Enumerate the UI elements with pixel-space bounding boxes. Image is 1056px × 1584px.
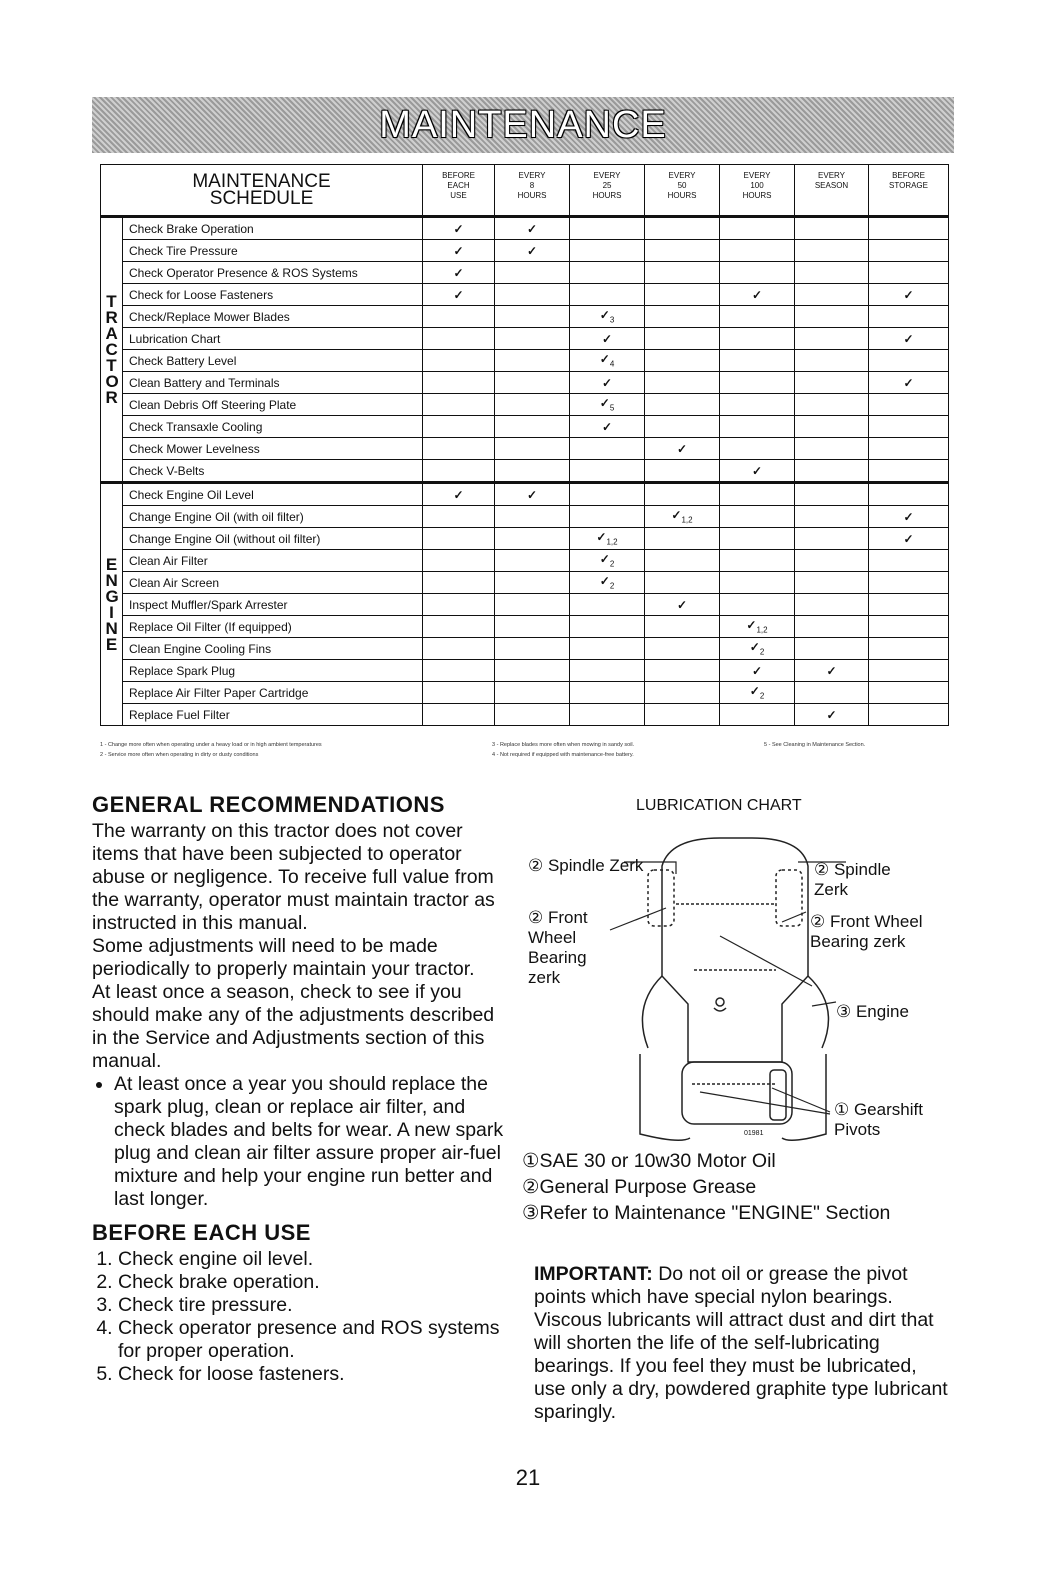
footnote: 3 - Replace blades more often when mowing in sandy soil.	[492, 742, 635, 748]
schedule-cell	[795, 328, 869, 350]
schedule-cell	[795, 284, 869, 306]
schedule-cell: $✓_4$	[570, 350, 645, 372]
spindle-zerk-left-label: ② Spindle Zerk	[528, 856, 644, 875]
schedule-cell	[720, 528, 795, 550]
schedule-cell	[795, 594, 869, 616]
task-label: Replace Oil Filter (If equipped)	[123, 616, 423, 638]
task-label: Replace Air Filter Paper Cartridge	[123, 682, 423, 704]
column-header-line: EVERY	[593, 171, 621, 180]
table-row	[101, 660, 949, 682]
task-label: Check Transaxle Cooling	[123, 416, 423, 438]
footnote-ref: 4	[609, 359, 615, 369]
schedule-cell	[869, 394, 949, 416]
schedule-title-line1: MAINTENANCE	[192, 171, 331, 192]
schedule-cell	[645, 483, 720, 506]
list-item: 5. Check for loose fasteners.	[118, 1363, 508, 1386]
banner-title: MAINTENANCE	[379, 103, 667, 146]
schedule-cell	[570, 594, 645, 616]
legend-item: ②General Purpose Grease	[522, 1176, 757, 1198]
schedule-cell: ✓	[869, 372, 949, 394]
spindle-zerk-right-label: ② Spindle Zerk	[814, 860, 891, 899]
task-label: Check Operator Presence & ROS Systems	[123, 262, 423, 284]
schedule-cell	[495, 416, 570, 438]
schedule-cell	[423, 550, 495, 572]
schedule-cell	[495, 262, 570, 284]
schedule-cell: ✓	[869, 284, 949, 306]
task-label: Replace Fuel Filter	[123, 704, 423, 726]
column-header-line: EVERY	[518, 171, 546, 180]
footnote: 2 - Service more often when operating in dirty or dusty conditions	[100, 752, 259, 758]
column-header-line: HOURS	[667, 191, 697, 200]
general-bullets	[92, 1073, 508, 1211]
table-row	[101, 394, 949, 416]
schedule-cell	[795, 460, 869, 483]
schedule-cell: ✓	[720, 460, 795, 483]
maintenance-banner	[92, 97, 954, 153]
column-header-line: 50	[677, 181, 687, 190]
schedule-cell: ✓	[570, 328, 645, 350]
column-header-line: EVERY	[668, 171, 696, 180]
schedule-cell	[720, 572, 795, 594]
schedule-cell: ✓	[570, 372, 645, 394]
table-row	[101, 460, 949, 483]
maintenance-schedule-table	[100, 164, 949, 726]
schedule-cell	[645, 284, 720, 306]
schedule-cell	[869, 350, 949, 372]
schedule-cell	[720, 217, 795, 240]
table-row	[101, 506, 949, 528]
column-header-line: 8	[529, 181, 535, 190]
task-label: Check for Loose Fasteners	[123, 284, 423, 306]
schedule-cell	[869, 638, 949, 660]
schedule-cell	[570, 506, 645, 528]
schedule-cell	[720, 372, 795, 394]
schedule-cell: ✓	[423, 284, 495, 306]
schedule-cell	[423, 438, 495, 460]
task-label: Lubrication Chart	[123, 328, 423, 350]
schedule-title	[101, 165, 423, 217]
schedule-cell	[869, 682, 949, 704]
schedule-cell	[423, 328, 495, 350]
table-row	[101, 284, 949, 306]
footnote: 4 - Not required if equipped with maintenance-free battery.	[492, 752, 634, 758]
schedule-cell: ✓	[423, 483, 495, 506]
schedule-cell	[495, 460, 570, 483]
schedule-cell	[495, 350, 570, 372]
schedule-cell	[720, 394, 795, 416]
schedule-cell	[423, 704, 495, 726]
schedule-cell	[495, 372, 570, 394]
schedule-title-line2: SCHEDULE	[209, 188, 314, 209]
task-label: Check Engine Oil Level	[123, 483, 423, 506]
schedule-cell	[645, 572, 720, 594]
footnote-ref: 2	[609, 581, 615, 591]
schedule-cell	[570, 284, 645, 306]
task-label: Check/Replace Mower Blades	[123, 306, 423, 328]
schedule-cell	[869, 306, 949, 328]
important-note	[534, 1263, 952, 1424]
schedule-cell	[795, 616, 869, 638]
schedule-cell	[645, 306, 720, 328]
schedule-cell	[720, 328, 795, 350]
task-label: Change Engine Oil (without oil filter)	[123, 528, 423, 550]
general-paragraph: The warranty on this tractor does not cover items that have been subjected to operator abuse or negligence. To receive full value from the warranty, operator must maintain tractor as instructed in this manual.	[92, 820, 495, 934]
schedule-cell: $✓_5$	[570, 394, 645, 416]
schedule-cell	[795, 350, 869, 372]
engine-label: ③ Engine	[836, 1002, 909, 1021]
schedule-cell: $✓_2$	[570, 550, 645, 572]
schedule-cell	[495, 438, 570, 460]
task-label: Clean Air Filter	[123, 550, 423, 572]
schedule-cell: ✓	[570, 416, 645, 438]
schedule-cell	[495, 550, 570, 572]
schedule-cell	[570, 704, 645, 726]
schedule-cell	[720, 240, 795, 262]
schedule-cell	[869, 572, 949, 594]
schedule-cell: $✓_{1,2}$	[645, 506, 720, 528]
schedule-cell: $✓_3$	[570, 306, 645, 328]
schedule-cell	[869, 594, 949, 616]
column-header-line: HOURS	[517, 191, 547, 200]
schedule-cell: ✓	[645, 594, 720, 616]
schedule-cell	[645, 328, 720, 350]
schedule-cell	[570, 682, 645, 704]
before-each-use-heading: BEFORE EACH USE	[92, 1220, 311, 1245]
schedule-cell	[570, 660, 645, 682]
section-label-engine	[101, 483, 123, 726]
general-recommendations	[92, 793, 508, 1386]
schedule-cell: ✓	[495, 217, 570, 240]
column-header-line: 100	[750, 181, 764, 190]
schedule-cell	[423, 616, 495, 638]
task-label: Check Battery Level	[123, 350, 423, 372]
schedule-cell	[645, 616, 720, 638]
schedule-cell	[495, 284, 570, 306]
schedule-cell: $✓_2$	[570, 572, 645, 594]
table-row	[101, 638, 949, 660]
schedule-cell	[869, 416, 949, 438]
schedule-cell	[495, 704, 570, 726]
task-label: Check Brake Operation	[123, 217, 423, 240]
schedule-cell	[570, 638, 645, 660]
column-header-line: STORAGE	[889, 181, 928, 190]
table-row	[101, 438, 949, 460]
schedule-cell	[423, 572, 495, 594]
schedule-column-header	[795, 165, 869, 217]
table-row	[101, 328, 949, 350]
schedule-cell	[645, 240, 720, 262]
list-item: 1. Check engine oil level.	[118, 1248, 508, 1271]
column-header-line: HOURS	[742, 191, 772, 200]
schedule-cell: $✓_{1,2}$	[570, 528, 645, 550]
column-header-line: USE	[450, 191, 467, 200]
schedule-cell	[495, 682, 570, 704]
schedule-cell	[720, 704, 795, 726]
schedule-cell	[795, 306, 869, 328]
schedule-cell: ✓	[720, 284, 795, 306]
schedule-cell	[495, 594, 570, 616]
table-row	[101, 616, 949, 638]
schedule-cell	[795, 217, 869, 240]
schedule-cell	[869, 460, 949, 483]
table-row	[101, 416, 949, 438]
schedule-cell	[869, 660, 949, 682]
schedule-cell	[795, 372, 869, 394]
section-label-text: TRACTOR	[105, 291, 119, 407]
task-label: Clean Debris Off Steering Plate	[123, 394, 423, 416]
table-row	[101, 550, 949, 572]
schedule-cell	[795, 438, 869, 460]
table-row	[101, 217, 949, 240]
list-item: 2. Check brake operation.	[118, 1271, 508, 1294]
column-header-line: EVERY	[743, 171, 771, 180]
schedule-cell	[795, 394, 869, 416]
table-row	[101, 483, 949, 506]
table-row	[101, 262, 949, 284]
table-row	[101, 240, 949, 262]
schedule-cell	[423, 594, 495, 616]
schedule-cell	[869, 262, 949, 284]
schedule-cell	[645, 372, 720, 394]
schedule-cell: ✓	[495, 240, 570, 262]
footnote-ref: 5	[609, 403, 615, 413]
footnote-ref: 3	[609, 315, 615, 325]
schedule-cell	[795, 682, 869, 704]
important-label: IMPORTANT:	[534, 1263, 653, 1285]
schedule-cell	[720, 506, 795, 528]
schedule-cell: ✓	[495, 483, 570, 506]
schedule-cell: ✓	[423, 217, 495, 240]
schedule-column-header	[495, 165, 570, 217]
footnote-ref: 1,2	[681, 515, 693, 525]
schedule-cell	[423, 638, 495, 660]
schedule-column-header	[720, 165, 795, 217]
schedule-cell	[795, 572, 869, 594]
schedule-cell	[645, 704, 720, 726]
schedule-cell	[423, 372, 495, 394]
schedule-cell	[495, 638, 570, 660]
before-each-use-list	[92, 1248, 508, 1386]
schedule-cell	[720, 550, 795, 572]
schedule-cell: $✓_2$	[720, 682, 795, 704]
general-bullet: • At least once a year you should replace the spark plug, clean or replace air filter, and check blades and belts for wear. A new spark plug and clean air filter assure proper air-fuel mixture and help your engine run better and last longer.	[114, 1073, 508, 1211]
schedule-cell	[645, 460, 720, 483]
schedule-cell: ✓	[423, 240, 495, 262]
schedule-cell	[495, 328, 570, 350]
schedule-cell	[423, 660, 495, 682]
table-row	[101, 572, 949, 594]
schedule-cell	[795, 262, 869, 284]
table-row	[101, 682, 949, 704]
section-label-tractor	[101, 217, 123, 483]
schedule-cell	[795, 550, 869, 572]
task-label: Check Mower Levelness	[123, 438, 423, 460]
schedule-cell	[795, 416, 869, 438]
schedule-cell	[720, 262, 795, 284]
schedule-cell	[423, 350, 495, 372]
task-label: Clean Engine Cooling Fins	[123, 638, 423, 660]
column-header-line: BEFORE	[892, 171, 925, 180]
schedule-cell: ✓	[869, 506, 949, 528]
footnote: 5 - See Cleaning in Maintenance Section.	[764, 742, 866, 748]
schedule-cell	[570, 262, 645, 284]
schedule-cell	[570, 483, 645, 506]
footnote-ref: 2	[759, 647, 765, 657]
table-row	[101, 350, 949, 372]
lubrication-legend	[522, 1148, 890, 1226]
front-wheel-bearing-left-label: ② Front Wheel Bearing zerk	[528, 908, 588, 987]
schedule-cell	[720, 350, 795, 372]
schedule-cell	[795, 506, 869, 528]
schedule-cell	[645, 416, 720, 438]
task-label: Clean Battery and Terminals	[123, 372, 423, 394]
schedule-cell	[495, 306, 570, 328]
schedule-cell	[570, 460, 645, 483]
schedule-cell: $✓_{1,2}$	[720, 616, 795, 638]
general-paragraph: Some adjustments will need to be made periodically to properly maintain your tractor.	[92, 935, 475, 980]
footnote-ref: 1,2	[756, 625, 768, 635]
schedule-cell	[570, 616, 645, 638]
schedule-header-row	[101, 165, 949, 217]
schedule-cell	[720, 416, 795, 438]
schedule-cell	[423, 682, 495, 704]
footnote-ref: 2	[609, 559, 615, 569]
schedule-cell: ✓	[869, 528, 949, 550]
column-header-line: EVERY	[818, 171, 845, 180]
task-label: Check V-Belts	[123, 460, 423, 483]
list-item: 4. Check operator presence and ROS systems for proper operation.	[118, 1317, 508, 1363]
schedule-cell	[720, 483, 795, 506]
schedule-cell	[645, 660, 720, 682]
column-header-line: BEFORE	[442, 171, 475, 180]
schedule-cell	[423, 306, 495, 328]
schedule-cell	[423, 506, 495, 528]
schedule-cell	[645, 682, 720, 704]
footnote-ref: 2	[759, 691, 765, 701]
schedule-cell	[645, 394, 720, 416]
schedule-column-header	[570, 165, 645, 217]
table-row	[101, 372, 949, 394]
figure-code: 01981	[744, 1130, 764, 1137]
schedule-cell	[645, 262, 720, 284]
schedule-cell	[869, 483, 949, 506]
schedule-cell	[645, 350, 720, 372]
table-row	[101, 594, 949, 616]
schedule-cell	[495, 506, 570, 528]
section-label-text: ENGINE	[105, 554, 119, 654]
gearshift-pivots-label: ① Gearshift Pivots	[834, 1100, 923, 1139]
schedule-cell: ✓	[720, 660, 795, 682]
schedule-cell	[795, 483, 869, 506]
schedule-cell	[645, 638, 720, 660]
schedule-column-header	[423, 165, 495, 217]
schedule-cell: ✓	[423, 262, 495, 284]
schedule-cell	[570, 240, 645, 262]
schedule-cell	[869, 438, 949, 460]
page-number: 21	[515, 1465, 541, 1490]
lubrication-diagram	[520, 826, 960, 1156]
footnote-ref: 1,2	[606, 537, 618, 547]
schedule-cell	[495, 528, 570, 550]
schedule-cell	[869, 704, 949, 726]
schedule-cell: $✓_2$	[720, 638, 795, 660]
schedule-cell	[645, 550, 720, 572]
schedule-cell	[423, 460, 495, 483]
schedule-cell: ✓	[869, 328, 949, 350]
schedule-cell	[720, 306, 795, 328]
column-header-line: SEASON	[814, 181, 849, 190]
important-text: Do not oil or grease the pivot points which have special nylon bearings. Viscous lubricants will attract dust and dirt that will shorten the life of the self-lubricating bearings. If you feel they must be lubricated, use only a dry, powdered graphite type lubricant sparingly.	[534, 1263, 948, 1423]
schedule-column-header	[645, 165, 720, 217]
schedule-cell	[423, 394, 495, 416]
schedule-cell	[423, 528, 495, 550]
schedule-cell	[720, 594, 795, 616]
schedule-cell: ✓	[645, 438, 720, 460]
general-paragraph: At least once a season, check to see if you should make any of the adjustments described in the Service and Adjustments section of this manual.	[92, 981, 495, 1072]
task-label: Change Engine Oil (with oil filter)	[123, 506, 423, 528]
schedule-cell	[869, 616, 949, 638]
column-header-line: EACH	[447, 181, 470, 190]
table-row	[101, 704, 949, 726]
schedule-cell	[795, 528, 869, 550]
schedule-cell: ✓	[795, 704, 869, 726]
schedule-cell	[495, 616, 570, 638]
list-item: 3. Check tire pressure.	[118, 1294, 508, 1317]
schedule-cell	[795, 638, 869, 660]
schedule-cell	[869, 550, 949, 572]
schedule-cell	[495, 572, 570, 594]
schedule-cell	[720, 438, 795, 460]
schedule-cell	[495, 394, 570, 416]
schedule-cell	[645, 217, 720, 240]
schedule-cell	[570, 438, 645, 460]
table-row	[101, 306, 949, 328]
schedule-cell	[869, 240, 949, 262]
front-wheel-bearing-right-label: ② Front Wheel Bearing zerk	[810, 912, 923, 951]
schedule-cell: ✓	[795, 660, 869, 682]
schedule-column-header	[869, 165, 949, 217]
lubrication-chart-title: LUBRICATION CHART	[636, 797, 802, 814]
schedule-cell	[645, 528, 720, 550]
column-header-line: HOURS	[592, 191, 622, 200]
table-row	[101, 528, 949, 550]
task-label: Check Tire Pressure	[123, 240, 423, 262]
task-label: Inspect Muffler/Spark Arrester	[123, 594, 423, 616]
general-heading: GENERAL RECOMMENDATIONS	[92, 792, 445, 817]
task-label: Replace Spark Plug	[123, 660, 423, 682]
task-label: Clean Air Screen	[123, 572, 423, 594]
schedule-cell	[423, 416, 495, 438]
schedule-cell	[795, 240, 869, 262]
schedule-cell	[869, 217, 949, 240]
schedule-cell	[495, 660, 570, 682]
schedule-cell	[570, 217, 645, 240]
column-header-line: 25	[602, 181, 612, 190]
footnote: 1 - Change more often when operating under a heavy load or in high ambient temperatures	[100, 742, 322, 748]
legend-item: ③Refer to Maintenance "ENGINE" Section	[522, 1202, 891, 1224]
legend-item: ①SAE 30 or 10w30 Motor Oil	[522, 1150, 776, 1172]
